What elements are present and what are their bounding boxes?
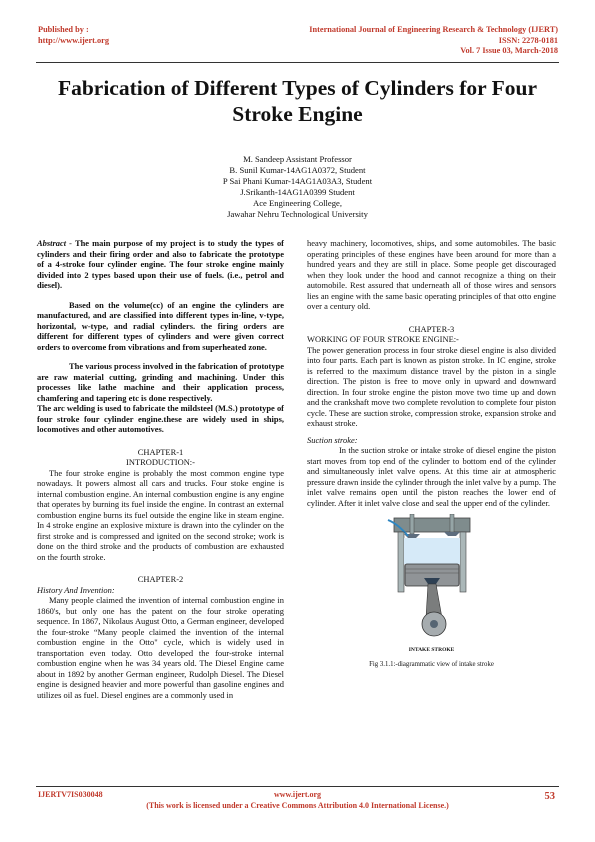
continued-text: heavy machinery, locomotives, ships, and some automobiles. The basic operating principles of these engines have been around for more than a hundred years and they are still in place. Some people get discouraged when they look under the hood and cannot recognize a thing on their automobile. Rest assured that underneath all of those wires and sensors lies an engine with the same basic operating principles of that otto engine over a century old. bbox=[307, 238, 556, 311]
volume-issue: Vol. 7 Issue 03, March-2018 bbox=[460, 46, 558, 55]
history-text: Many people claimed the invention of internal combustion engine in 1860's, but only one has the patent on the four stroke operating sequence. In 1867, Nikolaus August Otto, a German engineer, developed the four-stroke “Many people claimed the invention of the internal combustion engine in the Otto" cycle, which is widely used in transportation even today. Otto developed the four-stroke internal combustion engine when he was 34 years old. The Diesel Engine came about in 1892 by another German engineer, Rudolph Diesel. The Diesel engine is designed heavier and more powerful than gasoline engines and utilizes oil as fuel. Diesel engines are a commonly used in bbox=[37, 595, 284, 700]
author-line: P Sai Phani Kumar-14AG1A03A3, Student bbox=[222, 175, 373, 186]
intake-stroke-illustration bbox=[380, 514, 484, 644]
working-text: The power generation process in four stroke diesel engine is also divided into four parts. Each part is known as piston stroke. In IC engine, stroke is referred to the maximum distance travel by the piston in a single direction. The piston is free to move only in upward and downward direction. In four stroke engine the piston move two time up and down and the crankshaft move two complete revolution to complete four piston cycle. These are suction stroke, compression stroke, expansion stroke and exhaust stroke. bbox=[307, 344, 556, 428]
chapter-1-heading: CHAPTER-1 bbox=[137, 446, 184, 457]
suction-stroke-heading: Suction stroke: bbox=[307, 434, 358, 445]
abstract-text: The main purpose of my project is to study the types of cylinders and their firing order and also to fabricate the prototype of a 4-stroke four cylinder engine. The four stroke engine mainly divided into 2 types based upon their use of fuels. (i.e., petrol and diesel). bbox=[37, 238, 284, 290]
affiliation-line: Ace Engineering College, bbox=[252, 197, 342, 208]
introduction-text: The four stroke engine is probably the most common engine type nowadays. It powers almost all cars and trucks. Four stoke engine is internal combustion engine. An internal combustion engine is any engine that operates by burning its fuel inside the engine. In contrast an external combustion engine burns its fuel outside the engine like in steam engine. In 4 stroke engine an explosive mixture is drawn into the cylinder on the first stroke and is compressed and ignited on the second stroke; work is done on the third stroke and the products of combustion are exhausted on the fourth stroke. bbox=[37, 467, 284, 562]
author-line: J.Srikanth-14AG1A0399 Student bbox=[240, 186, 355, 197]
abstract-paragraph-3: The various process involved in the fabrication of prototype are raw material cutting, grinding and machining. Under this processes like lathe machine and their application process, chamfering and tapering etc is done respectively. bbox=[37, 361, 284, 403]
paper-title: Fabrication of Different Types of Cylinders for Four Stroke Engine bbox=[57, 76, 538, 126]
paper-id: IJERTV7IS030048 bbox=[38, 790, 103, 799]
abstract-paragraph bbox=[37, 238, 284, 291]
suction-stroke-text: In the suction stroke or intake stroke of diesel engine the piston start moves from top end of the cylinder to bottom end of the cylinder and simultaneously inlet valve opens. At this time air at atmospheric pressure drawn inside the cylinder through the inlet valve by a pump. The inlet valve remains open until the piston reaches the lower end of cylinder. After it inlet valve close and seal the upper end of the cylinder. bbox=[307, 445, 556, 508]
issn: ISSN: 2278-0181 bbox=[498, 35, 558, 45]
chapter-3-title: WORKING OF FOUR STROKE ENGINE:- bbox=[307, 334, 459, 344]
footer-url-link[interactable]: www.ijert.org bbox=[273, 790, 322, 799]
abstract-paragraph-4: The arc welding is used to fabricate the mildsteel (M.S.) prototype of four stroke four cylinder engine.these are widely used in ships, locomotives and other automotives. bbox=[37, 403, 284, 434]
published-by: Published by : bbox=[38, 25, 89, 34]
footer-center bbox=[0, 790, 595, 811]
footer-rule bbox=[36, 786, 559, 787]
abstract-paragraph-2: Based on the volume(cc) of an engine the cylinders are manufactured, and are classified into different types in-line, v-type, horizontal, w-type, and radial cylinders. the firing orders are different for different types of cylinders and were given correct orders to overcome from vibrations and from superheated zone. bbox=[37, 299, 284, 352]
journal-name: International Journal of Engineering Research & Technology (IJERT) bbox=[309, 25, 558, 34]
affiliation-line: Jawahar Nehru Technological University bbox=[227, 208, 368, 219]
page-number: 53 bbox=[544, 791, 555, 802]
left-column bbox=[37, 238, 284, 700]
abstract-label: Abstract - bbox=[37, 238, 72, 248]
header-right bbox=[309, 25, 558, 57]
chapter-2-heading: CHAPTER-2 bbox=[137, 574, 184, 584]
intake-stroke-figure bbox=[307, 514, 556, 670]
header-left bbox=[38, 25, 109, 46]
chapter-1-title: INTRODUCTION:- bbox=[126, 457, 195, 467]
author-block bbox=[36, 154, 559, 219]
author-line: M. Sandeep Assistant Professor bbox=[243, 154, 352, 164]
figure-label: INTAKE STROKE bbox=[408, 647, 455, 653]
chapter-2-title: History And Invention: bbox=[37, 584, 115, 595]
header-rule bbox=[36, 62, 559, 63]
license-notice: (This work is licensed under a Creative Commons Attribution 4.0 International License.) bbox=[146, 800, 449, 810]
chapter-3-heading: CHAPTER-3 bbox=[408, 323, 455, 334]
author-line: B. Sunil Kumar-14AG1A0372, Student bbox=[229, 164, 366, 175]
figure-caption: Fig 3.1.1:-diagrammatic view of intake stroke bbox=[369, 660, 494, 668]
journal-url-link[interactable]: http://www.ijert.org bbox=[38, 35, 109, 45]
right-column bbox=[307, 238, 556, 670]
